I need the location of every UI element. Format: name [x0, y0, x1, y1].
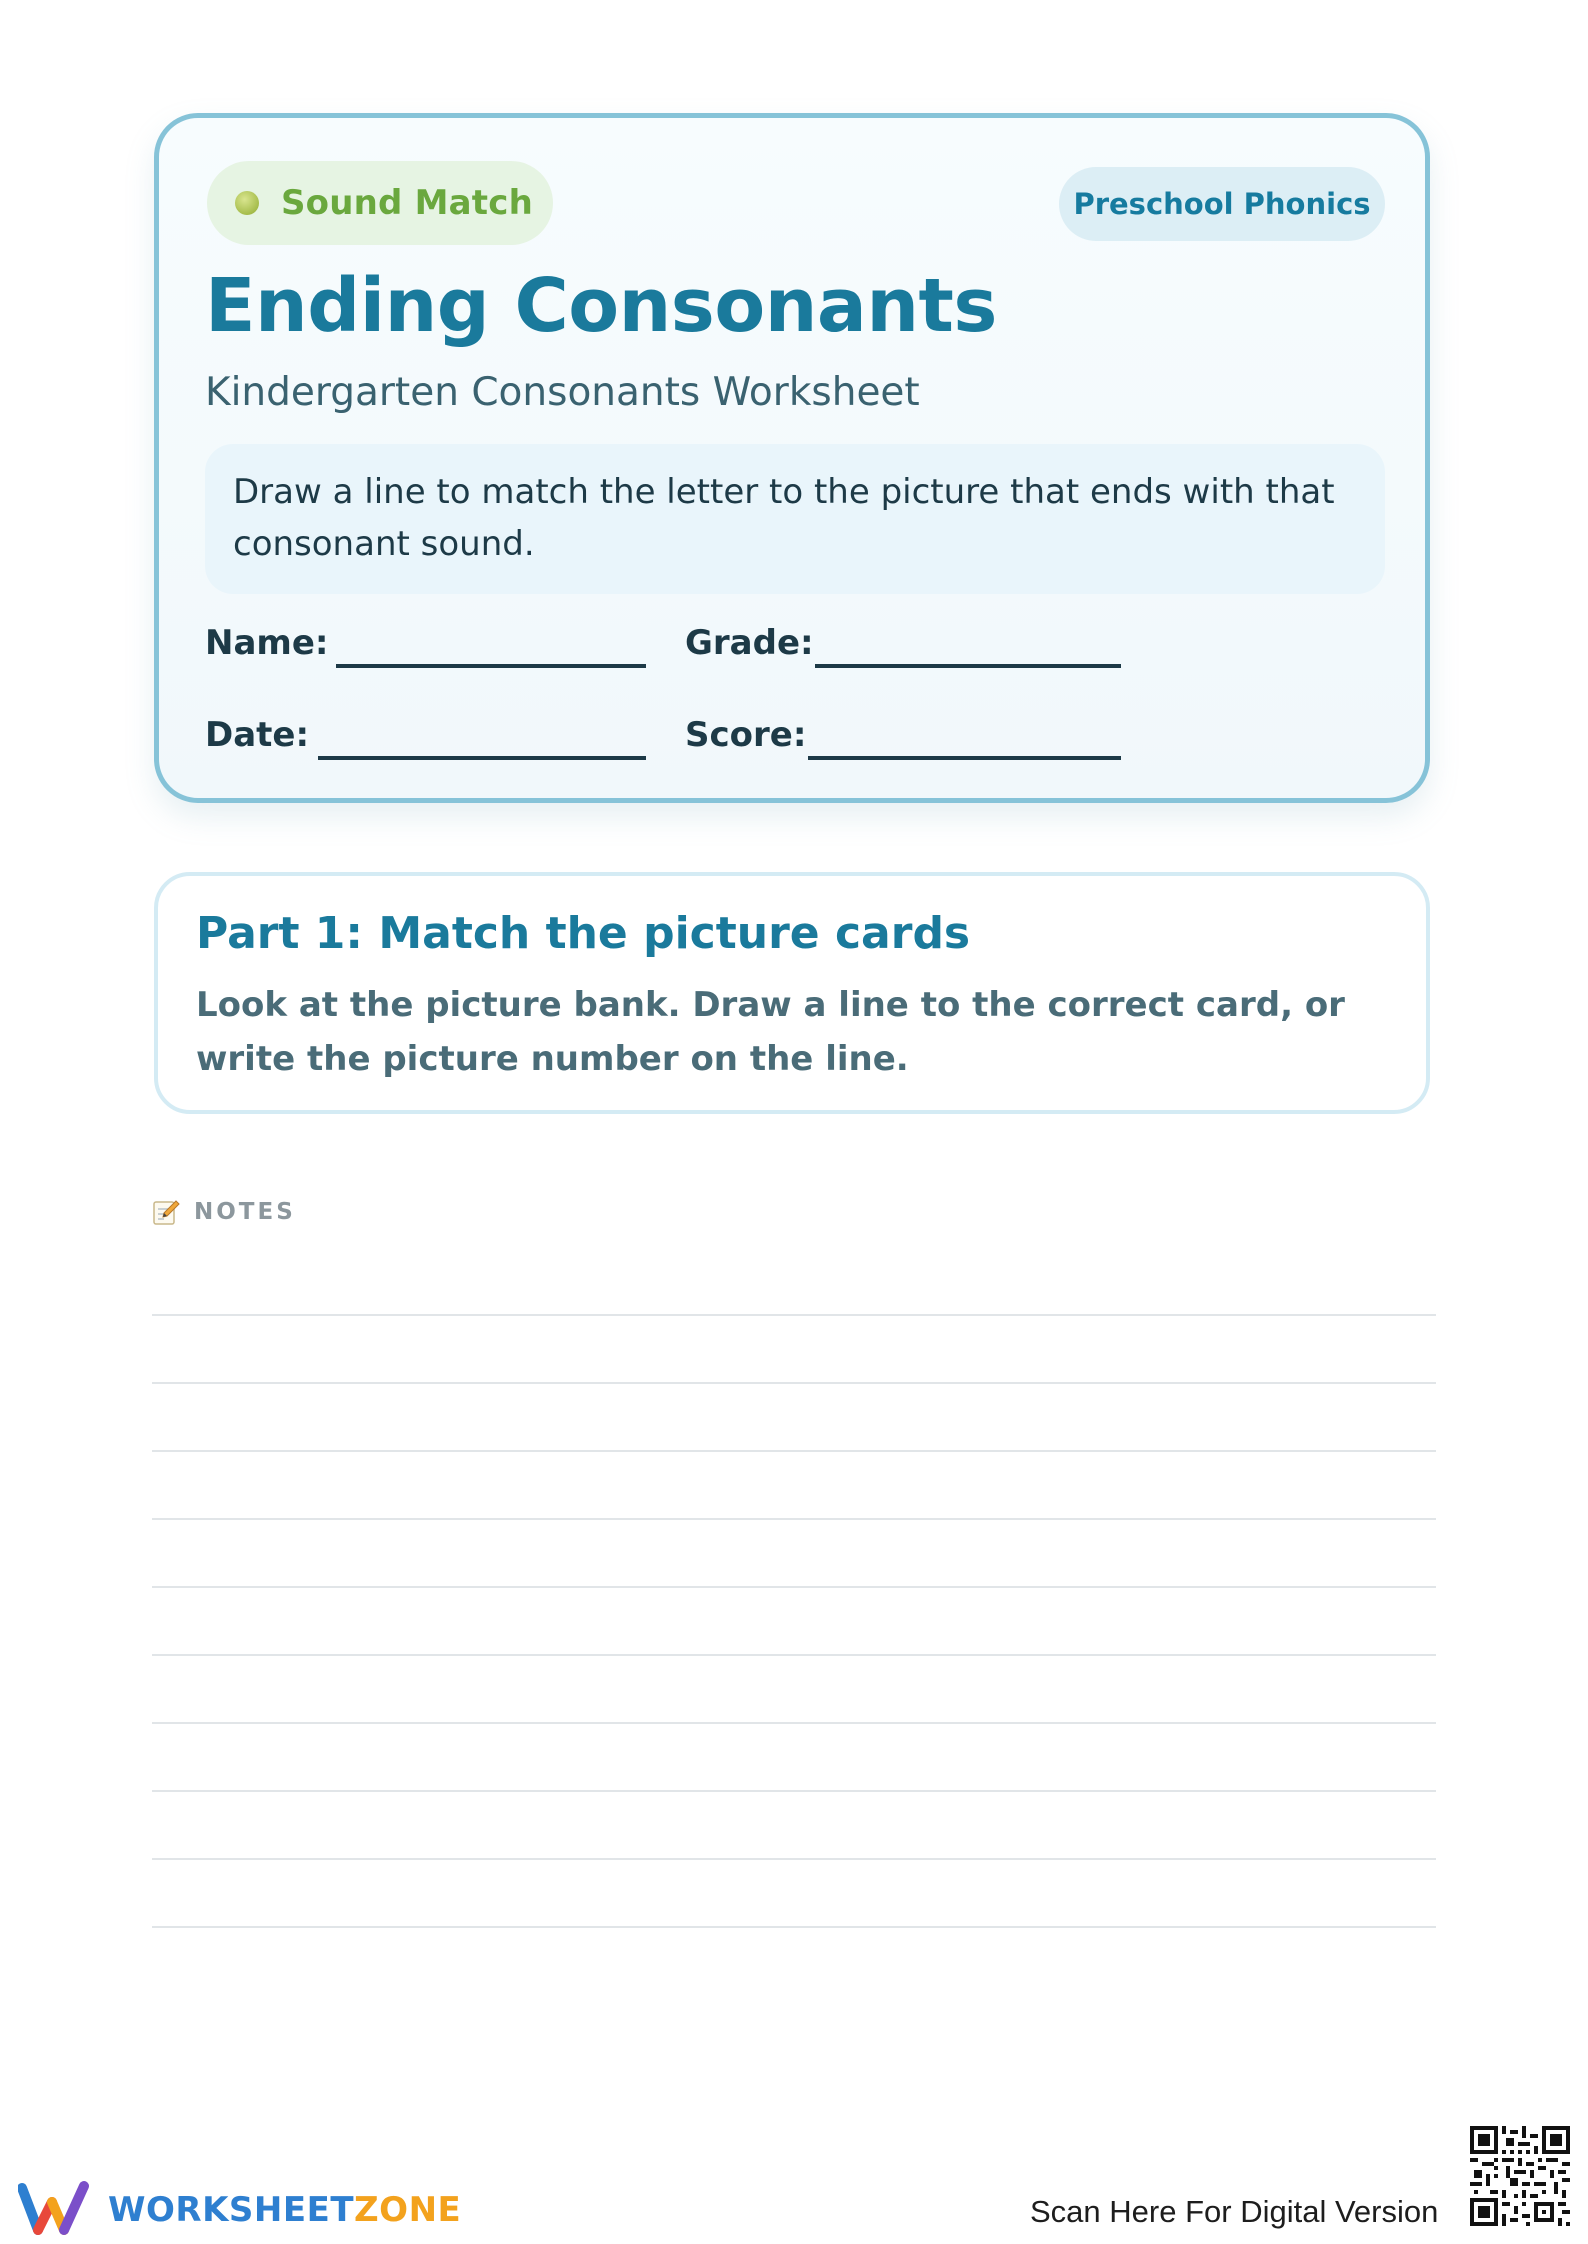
- note-line[interactable]: [152, 1858, 1436, 1860]
- note-line[interactable]: [152, 1382, 1436, 1384]
- page-subtitle: Kindergarten Consonants Worksheet: [205, 370, 920, 415]
- notes-header: [152, 1198, 296, 1226]
- name-label: Name:: [205, 623, 329, 663]
- grade-label: Grade:: [685, 623, 814, 663]
- date-label: Date:: [205, 715, 310, 755]
- part1-description: Look at the picture bank. Draw a line to the correct card, or write the picture number on the line.: [196, 985, 1345, 1079]
- logo-zone-text: ZONE: [354, 2190, 462, 2230]
- date-field[interactable]: [318, 756, 646, 760]
- header-card: [154, 113, 1430, 803]
- preschool-phonics-badge: Preschool Phonics: [1059, 167, 1385, 241]
- note-line[interactable]: [152, 1314, 1436, 1316]
- sound-match-label: Sound Match: [281, 183, 534, 223]
- part1-title: Part 1: Match the picture cards: [196, 908, 971, 959]
- page-title: Ending Consonants: [205, 263, 997, 349]
- note-line[interactable]: [152, 1518, 1436, 1520]
- note-line[interactable]: [152, 1926, 1436, 1928]
- grade-field[interactable]: [815, 664, 1121, 668]
- note-line[interactable]: [152, 1790, 1436, 1792]
- name-field[interactable]: [336, 664, 646, 668]
- pencil-memo-icon: [152, 1198, 180, 1226]
- note-line[interactable]: [152, 1654, 1436, 1656]
- qr-code-icon[interactable]: [1470, 2126, 1570, 2226]
- dot-icon: [235, 191, 259, 215]
- part1-card: [154, 872, 1430, 1114]
- note-line[interactable]: [152, 1450, 1436, 1452]
- score-field[interactable]: [808, 756, 1121, 760]
- sound-match-badge: [207, 161, 553, 245]
- brand-logo-text: [108, 2190, 461, 2230]
- logo-worksheet-text: WORKSHEET: [108, 2190, 355, 2230]
- note-line[interactable]: [152, 1586, 1436, 1588]
- worksheetzone-logo-icon: [18, 2180, 96, 2236]
- score-label: Score:: [685, 715, 807, 755]
- instruction-text: Draw a line to match the letter to the picture that ends with that consonant sound.: [205, 444, 1385, 594]
- scan-caption: Scan Here For Digital Version: [1030, 2194, 1439, 2229]
- notes-label: NOTES: [194, 1199, 296, 1225]
- note-line[interactable]: [152, 1722, 1436, 1724]
